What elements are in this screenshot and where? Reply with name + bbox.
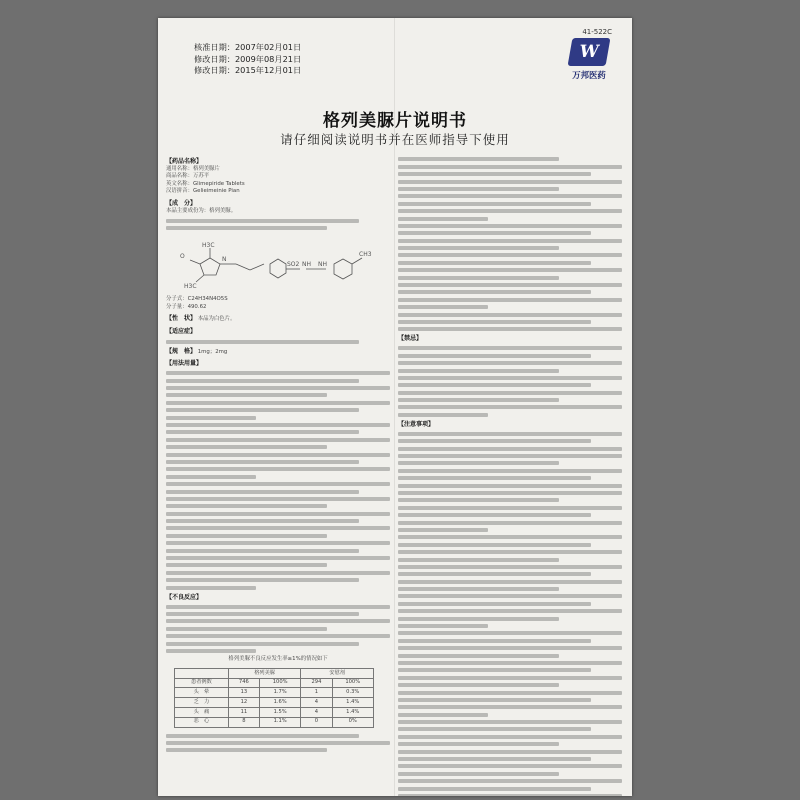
table-cell: 恶 心	[175, 717, 229, 727]
table-row	[175, 717, 374, 727]
table-cell: 0%	[332, 717, 374, 727]
precautions-section	[398, 421, 622, 796]
table-header: 安慰剂	[301, 668, 374, 678]
table-cell: 0.3%	[332, 688, 374, 698]
table-cell: 头 痛	[175, 708, 229, 718]
adverse-heading: 【不良反应】	[166, 593, 203, 601]
svg-text:H3C: H3C	[202, 241, 215, 249]
ingredients-section	[166, 200, 390, 311]
contraindications-heading: 【禁忌】	[398, 335, 423, 343]
table-cell: 4	[301, 698, 332, 708]
revision-date-2: 修改日期：2015年12月01日	[194, 65, 302, 75]
english-name: 英文名称：Glimepiride Tablets	[166, 180, 245, 187]
table-cell: 100%	[259, 678, 300, 688]
table-cell: 1.4%	[332, 698, 374, 708]
traits-section	[166, 315, 390, 324]
table-cell: 1	[301, 688, 332, 698]
table-cell: 1.7%	[259, 688, 300, 698]
svg-text:CH3: CH3	[359, 250, 372, 258]
adverse-table	[174, 668, 374, 728]
trade-name: 商品名称：万苏平	[166, 173, 210, 180]
adverse-section	[166, 594, 390, 753]
precautions-heading: 【注意事项】	[398, 420, 435, 428]
table-cell: 13	[228, 688, 259, 698]
specs-heading: 【规 格】	[166, 347, 197, 355]
pinyin-name: 汉语拼音：Gelieimeinie Pian	[166, 188, 240, 195]
logo-text: 万邦医药	[572, 70, 606, 80]
logo-icon: W	[568, 38, 611, 66]
table-cell: 乏 力	[175, 698, 229, 708]
indications-heading: 【适应症】	[166, 327, 197, 335]
table-subheader-row	[175, 678, 374, 688]
table-cell: 12	[228, 698, 259, 708]
drug-name-section	[166, 158, 390, 196]
table-cell: 0	[301, 717, 332, 727]
table-header	[175, 668, 229, 678]
document-code: 41-522C	[582, 28, 612, 36]
table-row	[175, 688, 374, 698]
traits-heading: 【性 状】	[166, 315, 197, 323]
revision-date-1: 修改日期：2009年08月21日	[194, 53, 302, 64]
brand-logo	[560, 38, 618, 81]
molecular-weight: 分子量：490.62	[166, 303, 207, 310]
left-column	[166, 154, 390, 756]
table-cell: 1.4%	[332, 708, 374, 718]
drug-name-heading: 【药品名称】	[166, 158, 203, 165]
traits-text: 本品为白色片。	[197, 316, 236, 323]
document-title: 格列美脲片说明书	[323, 111, 467, 131]
generic-name: 通用名称：格列美脲片	[166, 165, 220, 172]
table-cell: 患者例数	[175, 678, 229, 688]
dosage-heading: 【用法用量】	[166, 360, 203, 368]
specs-section	[166, 348, 390, 357]
table-cell: 11	[228, 708, 259, 718]
table-cell: 746	[228, 678, 259, 688]
table-cell: 1.1%	[259, 717, 300, 727]
table-cell: 8	[228, 717, 259, 727]
molecular-formula: 分子式：C24H34N4O5S	[166, 295, 228, 302]
svg-text:O: O	[180, 252, 185, 260]
table-caption: 格列美脲不良反应发生率≥1%的情况如下	[228, 656, 328, 663]
svg-text:NH: NH	[302, 260, 311, 268]
dosage-section	[166, 360, 390, 589]
table-header: 格列美脲	[228, 668, 301, 678]
contraindications-section	[398, 335, 622, 417]
table-row	[175, 708, 374, 718]
indications-section	[166, 328, 390, 344]
table-header-row	[175, 668, 374, 678]
table-cell: 1.5%	[259, 708, 300, 718]
package-insert-sheet	[158, 18, 632, 796]
table-cell: 100%	[332, 678, 374, 688]
right-column	[398, 154, 622, 796]
table-cell: 头 晕	[175, 688, 229, 698]
svg-text:NH: NH	[318, 260, 327, 268]
structural-formula-image	[166, 234, 390, 292]
main-ingredient: 本品主要成份为：格列美脲。	[166, 207, 237, 214]
revision-dates	[194, 42, 301, 77]
svg-text:H3C: H3C	[184, 282, 197, 290]
document-subtitle: 请仔细阅读说明书并在医师指导下使用	[280, 132, 510, 147]
table-cell: 294	[301, 678, 332, 688]
table-cell: 4	[301, 708, 332, 718]
svg-text:N: N	[222, 255, 227, 263]
table-cell: 1.6%	[259, 698, 300, 708]
specs-text: 1mg；2mg	[197, 348, 228, 355]
table-row	[175, 698, 374, 708]
approval-date: 核准日期：2007年02月01日	[194, 42, 302, 52]
ingredients-heading: 【成 分】	[166, 199, 197, 207]
svg-text:SO2: SO2	[287, 260, 300, 268]
